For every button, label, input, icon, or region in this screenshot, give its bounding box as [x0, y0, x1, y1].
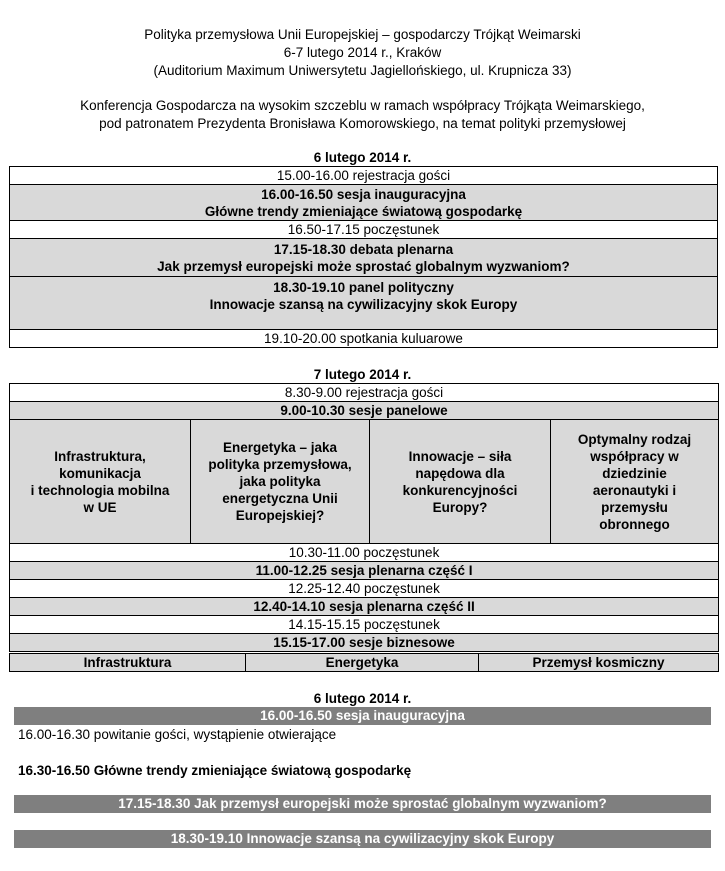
intro-line-1: Konferencja Gospodarcza na wysokim szczeblu w ramach współpracy Trójkąta Weimarskiego, [80, 98, 645, 113]
schedule-row: 11.00-12.25 sesja plenarna część I [10, 562, 719, 580]
detail-line-welcome: 16.00-16.30 powitanie gości, wystąpienie otwierające [18, 727, 337, 742]
day1-caption: 6 lutego 2014 r. [313, 150, 412, 165]
schedule-row: 14.15-15.15 poczęstunek [10, 616, 719, 634]
schedule-row: 9.00-10.30 sesje panelowe [10, 402, 719, 420]
detail-bar-debate: 17.15-18.30 Jak przemysł europejski może sprostać globalnym wyzwaniom? [14, 795, 711, 813]
panel-aeronautics: Optymalny rodzaj współpracy w dziedzinie aeronautyki i przemysłu obronnego [551, 420, 719, 544]
schedule-row: 15.15-17.00 sesje biznesowe [10, 634, 719, 652]
detail-line-trends: 16.30-16.50 Główne trendy zmieniające światową gospodarkę [18, 763, 412, 778]
schedule-row: 16.50-17.15 poczęstunek [10, 221, 718, 239]
date-place: 6-7 lutego 2014 r., Kraków [283, 45, 442, 60]
day2-caption: 7 lutego 2014 r. [313, 367, 412, 382]
day2-schedule-table [9, 383, 719, 652]
business-session-space: Przemysł kosmiczny [479, 654, 719, 672]
schedule-row: 12.25-12.40 poczęstunek [10, 580, 719, 598]
panel-infrastructure: Infrastruktura, komunikacja i technologia mobilna w UE [10, 420, 191, 544]
schedule-row: 12.40-14.10 sesja plenarna część II [10, 598, 719, 616]
schedule-row: 19.10-20.00 spotkania kuluarowe [10, 330, 718, 348]
schedule-row: 16.00-16.50 sesja inauguracyjna Główne trendy zmieniające światową gospodarkę [10, 185, 718, 221]
schedule-row: 18.30-19.10 panel polityczny Innowacje szansą na cywilizacyjny skok Europy [10, 277, 718, 330]
day1-schedule-table [9, 166, 718, 348]
schedule-row: 8.30-9.00 rejestracja gości [10, 384, 719, 402]
panel-innovation: Innowacje – siła napędowa dla konkurencyjności Europy? [370, 420, 551, 544]
detail-bar-panel: 18.30-19.10 Innowacje szansą na cywilizacyjny skok Europy [14, 830, 711, 848]
intro-line-2: pod patronatem Prezydenta Bronisława Komorowskiego, na temat polityki przemysłowej [99, 116, 626, 131]
business-session-energy: Energetyka [246, 654, 479, 672]
detail-bar-inauguration: 16.00-16.50 sesja inauguracyjna [14, 707, 711, 725]
business-sessions-table [9, 653, 719, 672]
schedule-row: 10.30-11.00 poczęstunek [10, 544, 719, 562]
document-title: Polityka przemysłowa Unii Europejskiej – gospodarczy Trójkąt Weimarski [144, 27, 581, 42]
schedule-row: 15.00-16.00 rejestracja gości [10, 167, 718, 185]
panel-energy: Energetyka – jaka polityka przemysłowa, jaka polityka energetyczna Unii Europejskiej? [191, 420, 370, 544]
detail-caption: 6 lutego 2014 r. [313, 691, 412, 706]
business-session-infrastructure: Infrastruktura [10, 654, 246, 672]
schedule-row: 17.15-18.30 debata plenarna Jak przemysł europejski może sprostać globalnym wyzwaniom? [10, 239, 718, 277]
venue: (Auditorium Maximum Uniwersytetu Jagiellońskiego, ul. Krupnicza 33) [153, 63, 572, 78]
